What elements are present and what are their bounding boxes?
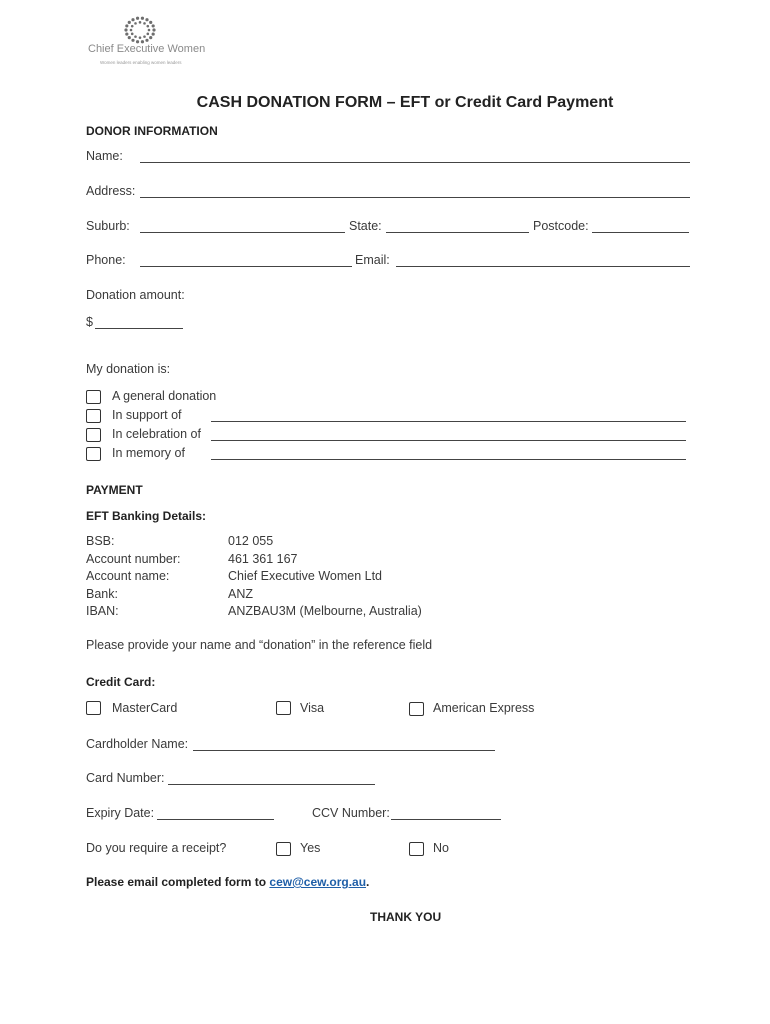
in-memory-field[interactable] [211, 459, 686, 460]
donation-amount-field[interactable] [95, 328, 183, 329]
iban-value: ANZBAU3M (Melbourne, Australia) [228, 604, 422, 618]
eft-heading: EFT Banking Details: [86, 509, 207, 523]
payment-heading: PAYMENT [86, 483, 143, 497]
thank-you: THANK YOU [370, 910, 442, 924]
bsb-value: 012 055 [228, 534, 274, 548]
receipt-no-label: No [433, 841, 449, 855]
account-number-label: Account number: [86, 552, 181, 566]
visa-label: Visa [300, 701, 325, 715]
amount-prefix: $ [86, 315, 93, 329]
in-celebration-label: In celebration of [112, 427, 201, 441]
email-field[interactable] [396, 266, 690, 267]
in-celebration-field[interactable] [211, 440, 686, 441]
email-link[interactable]: cew@cew.org.au [269, 875, 367, 889]
bsb-label: BSB: [86, 534, 115, 548]
donor-heading: DONOR INFORMATION [86, 124, 218, 138]
name-label: Name: [86, 149, 123, 163]
card-number-field[interactable] [168, 784, 375, 785]
logo-tagline: Women leaders enabling women leaders [100, 60, 182, 65]
in-celebration-checkbox[interactable] [86, 428, 101, 442]
receipt-no-checkbox[interactable] [409, 842, 424, 856]
american-express-label: American Express [433, 701, 535, 715]
postcode-label: Postcode: [533, 219, 589, 233]
email-label: Email: [355, 253, 390, 267]
receipt-yes-label: Yes [300, 841, 321, 855]
logo-name: Chief Executive Women [88, 43, 206, 55]
page-title: CASH DONATION FORM – EFT or Credit Card Payment [196, 94, 614, 111]
american-express-checkbox[interactable] [409, 702, 424, 716]
name-field[interactable] [140, 162, 690, 163]
general-donation-label: A general donation [112, 389, 217, 403]
credit-card-heading: Credit Card: [86, 675, 156, 689]
phone-field[interactable] [140, 266, 352, 267]
cardholder-field[interactable] [193, 750, 495, 751]
logo-ring-icon [120, 14, 160, 46]
state-label: State: [349, 219, 382, 233]
donation-type-label: My donation is: [86, 362, 171, 376]
in-support-checkbox[interactable] [86, 409, 101, 423]
phone-label: Phone: [86, 253, 126, 267]
account-name-label: Account name: [86, 569, 170, 583]
email-instruction-prefix: Please email completed form to [86, 875, 270, 889]
email-instruction [86, 875, 369, 889]
mastercard-label: MasterCard [112, 701, 178, 715]
email-instruction-suffix: . [366, 875, 370, 889]
in-support-label: In support of [112, 408, 182, 422]
expiry-label: Expiry Date: [86, 806, 155, 820]
card-number-label: Card Number: [86, 771, 165, 785]
account-name-value: Chief Executive Women Ltd [228, 569, 383, 583]
cardholder-label: Cardholder Name: [86, 737, 189, 751]
address-field[interactable] [140, 197, 690, 198]
bank-value: ANZ [228, 587, 253, 601]
account-number-value: 461 361 167 [228, 552, 298, 566]
in-memory-checkbox[interactable] [86, 447, 101, 461]
in-support-field[interactable] [211, 421, 686, 422]
ccv-label: CCV Number: [312, 806, 390, 820]
ccv-field[interactable] [391, 819, 501, 820]
iban-label: IBAN: [86, 604, 119, 618]
expiry-field[interactable] [157, 819, 274, 820]
visa-checkbox[interactable] [276, 701, 291, 715]
suburb-field[interactable] [140, 232, 345, 233]
mastercard-checkbox[interactable] [86, 701, 101, 715]
donation-amount-label: Donation amount: [86, 288, 185, 302]
postcode-field[interactable] [592, 232, 689, 233]
suburb-label: Suburb: [86, 219, 130, 233]
reference-note: Please provide your name and “donation” in the reference field [86, 638, 433, 652]
state-field[interactable] [386, 232, 529, 233]
address-label: Address: [86, 184, 136, 198]
bank-label: Bank: [86, 587, 118, 601]
general-donation-checkbox[interactable] [86, 390, 101, 404]
receipt-question: Do you require a receipt? [86, 841, 227, 855]
in-memory-label: In memory of [112, 446, 185, 460]
receipt-yes-checkbox[interactable] [276, 842, 291, 856]
